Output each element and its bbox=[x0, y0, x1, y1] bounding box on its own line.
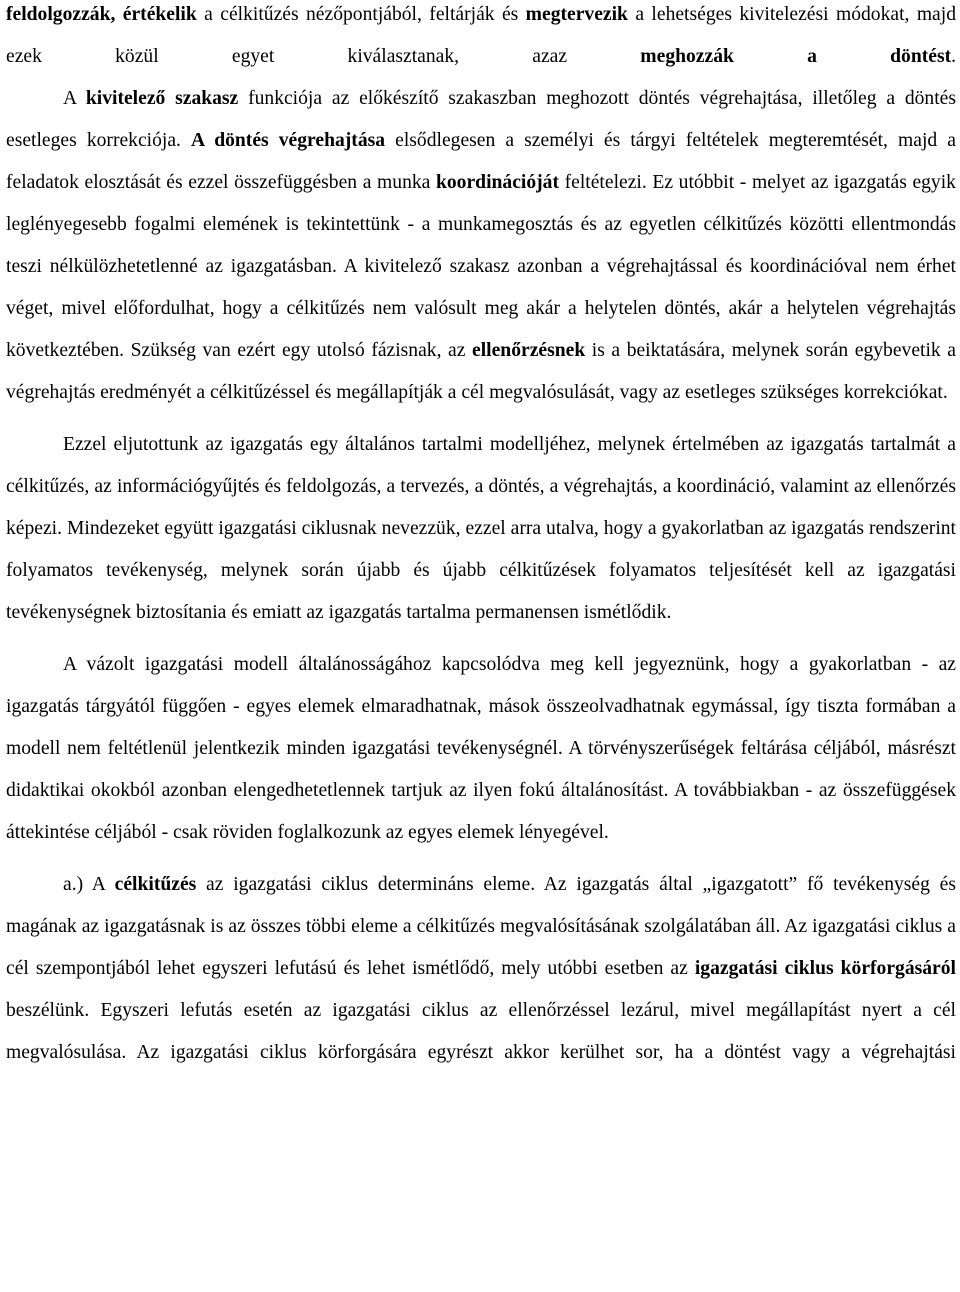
text-run: A bbox=[63, 88, 86, 109]
bold-term: meghozzák a döntést bbox=[640, 46, 952, 67]
text-run: A vázolt igazgatási modell általánosságához kapcsolódva meg kell jegyeznünk, hogy a gyakorlatban - az igazgatás tárgyától függően - egyes elemek elmaradhatnak, mások összeolvadhatnak egymással, így tiszta formában a modell nem feltétlenül jelentkezik minden igazgatási tevékenységnél. A törvényszerűségek feltárása céljából, másrészt didaktikai okokból azonban elengedhetetlennek tartjuk az ilyen fokú általánosítást. A továbbiakban - az összefüggések áttekintése céljából - csak röviden foglalkozunk az egyes elemek lényegével. bbox=[6, 654, 956, 843]
text-run: feltételezi. Ez utóbbit - melyet az igazgatás egyik leglényegesebb fogalmi elemének is tekintettünk - a munkamegosztás és az egyetlen célkitűzés közötti ellentmondás teszi nélkülözhetetlenné az igazgatásban. A kivitelező szakasz azonban a végrehajtással és koordinációval nem érhet véget, mivel előfordulhat, hogy a célkitűzés nem valósult meg akár a helytelen döntés, akár a helytelen végrehajtás következtében. Szükség van ezért egy utolsó fázisnak, az bbox=[6, 172, 956, 361]
paragraph-1 bbox=[6, 0, 956, 78]
text-run: a.) A bbox=[63, 874, 115, 895]
text-run: Ezzel eljutottunk az igazgatás egy általános tartalmi modelljéhez, melynek értelmében az igazgatás tartalmát a célkitűzés, az információgyűjtés és feldolgozás, a tervezés, a döntés, a végrehajtás, a koordináció, valamint az ellenőrzés képezi. Mindezeket együtt igazgatási ciklusnak nevezzük, ezzel arra utalva, hogy a gyakorlatban az igazgatás rendszerint folyamatos tevékenység, melynek során újabb és újabb célkitűzések folyamatos teljesítését kell az igazgatási tevékenységnek biztosítania és emiatt az igazgatás tartalma permanensen ismétlődik. bbox=[6, 434, 956, 623]
text-run: az igazgatási ciklus determináns eleme. Az igazgatás által „igazgatott” fő tevékenység és magának az igazgatásnak is az összes többi eleme a célkitűzés megvalósításának szolgálatában áll. Az igazgatási ciklus a cél szempontjából lehet egyszeri lefutású és lehet ismétlődő, mely utóbbi esetben az bbox=[6, 874, 957, 979]
text-run: a célkitűzés nézőpontjából, feltárják és bbox=[196, 4, 526, 25]
bold-term: célkitűzés bbox=[114, 874, 197, 895]
text-run: a lehetséges kivitelezési módokat, majd ezek közül egyet kiválasztanak, azaz bbox=[6, 4, 956, 67]
paragraph-2 bbox=[6, 78, 956, 414]
bold-term: A döntés végrehajtása bbox=[191, 130, 386, 151]
bold-term: ellenőrzésnek bbox=[472, 340, 586, 361]
text-run: is a beiktatására, melynek során egybevetik a végrehajtás eredményét a célkitűzéssel és megállapítják a cél megvalósulását, vagy az esetleges szükséges korrekciókat. bbox=[6, 340, 956, 403]
text-run: elsődlegesen a személyi és tárgyi feltételek megteremtését, majd a feladatok elosztását és ezzel összefüggésben a munka bbox=[6, 130, 956, 193]
paragraph-4 bbox=[6, 644, 956, 854]
bold-term: igazgatási ciklus körforgásáról bbox=[694, 958, 956, 979]
bold-term: kivitelező szakasz bbox=[85, 88, 239, 109]
paragraph-3 bbox=[6, 424, 956, 634]
bold-term: megtervezik bbox=[525, 4, 628, 25]
bold-term: feldolgozzák, értékelik bbox=[6, 4, 197, 25]
text-run: funkciója az előkészítő szakaszban meghozott döntés végrehajtása, illetőleg a döntés esetleges korrekciója. bbox=[6, 88, 956, 151]
text-run: . bbox=[951, 46, 957, 67]
text-run: beszélünk. Egyszeri lefutás esetén az igazgatási ciklus az ellenőrzéssel lezárul, mivel megállapítást nyert a cél megvalósulása. Az igazgatási ciklus körforgására egyrészt akkor kerülhet sor, ha a döntést vagy a végrehajtási bbox=[6, 1000, 956, 1063]
paragraph-5 bbox=[6, 864, 956, 1074]
bold-term: koordinációját bbox=[435, 172, 559, 193]
